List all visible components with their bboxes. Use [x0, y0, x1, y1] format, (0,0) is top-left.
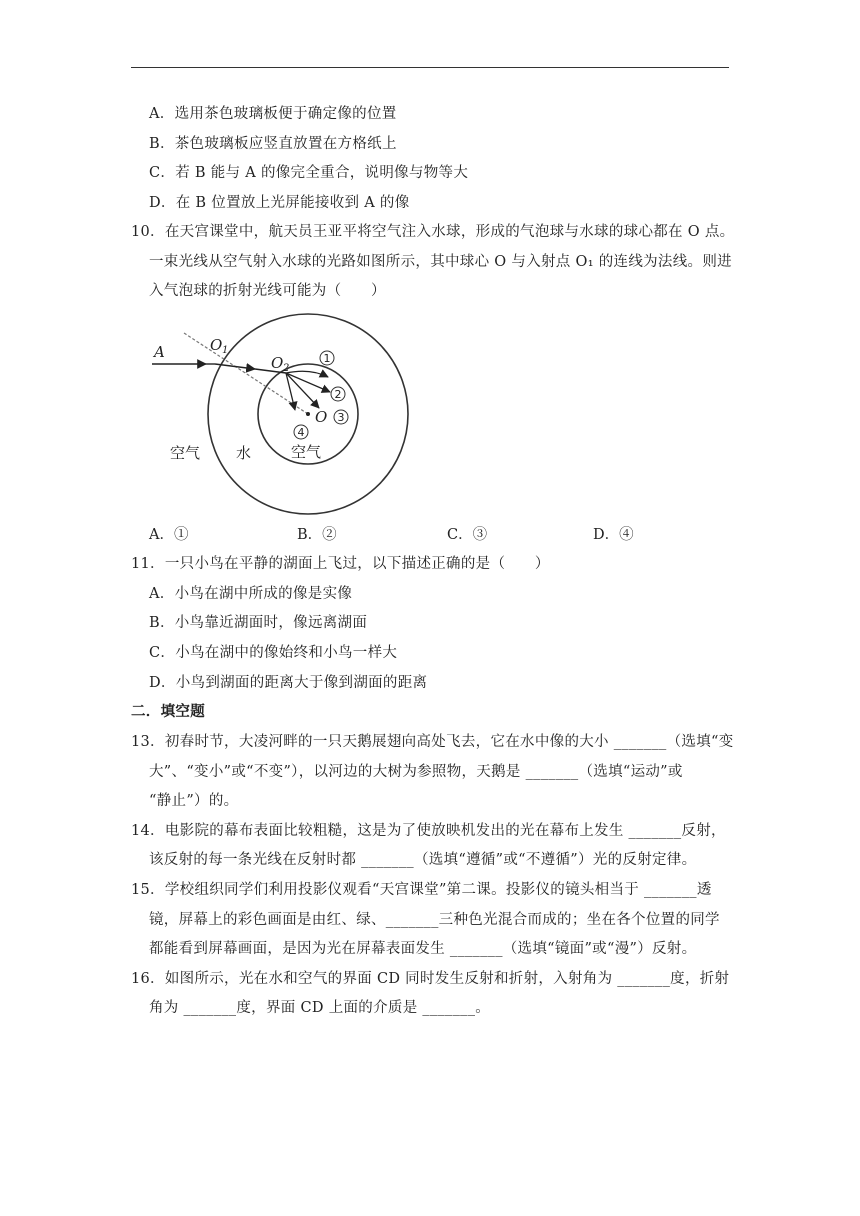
- label-water: 水: [236, 444, 252, 462]
- circled-1: 1: [323, 352, 331, 365]
- center-point: [306, 412, 310, 416]
- q11-option-b: B．小鸟靠近湖面时，像远离湖面: [149, 615, 368, 631]
- label-a: A: [154, 343, 165, 361]
- ray-2: [286, 373, 330, 392]
- label-o1-subscript: 1: [222, 345, 229, 356]
- label-o1: O: [210, 336, 223, 354]
- optics-diagram: [150, 312, 450, 517]
- q9-option-d: D．在 B 位置放上光屏能接收到 A 的像: [149, 195, 410, 211]
- circled-2: 2: [334, 388, 342, 401]
- q14-line-2: 该反射的每一条光线在反射时都 _______（选填“遵循”或“不遵循”）光的反射定律。: [149, 852, 697, 868]
- q9-option-c: C．若 B 能与 A 的像完全重合，说明像与物等大: [149, 165, 469, 181]
- normal-line: [184, 333, 308, 414]
- q10-stem-line-3: 入气泡球的折射光线可能为（ ）: [149, 283, 386, 299]
- q11-option-a: A．小鸟在湖中所成的像是实像: [149, 586, 353, 602]
- q11-option-c: C．小鸟在湖中的像始终和小鸟一样大: [149, 645, 398, 661]
- label-o: O: [315, 408, 328, 426]
- q10-option-a: A．①: [149, 527, 189, 543]
- q16-line-1: 16．如图所示，光在水和空气的界面 CD 同时发生反射和折射，入射角为 _______度，折射: [131, 971, 730, 987]
- q10-stem-line-1: 10．在天宫课堂中，航天员王亚平将空气注入水球，形成的气泡球与水球的球心都在 O 点。: [131, 224, 735, 240]
- header-rule: [131, 67, 729, 68]
- refracted-ray-in-water: [215, 364, 255, 369]
- q13-line-1: 13．初春时节，大凌河畔的一只天鹅展翅向高处飞去，它在水中像的大小 _______（选填“变: [131, 734, 734, 750]
- q16-line-2: 角为 _______度，界面 CD 上面的介质是 _______。: [149, 1000, 491, 1016]
- label-air-inner: 空气: [291, 443, 322, 461]
- section-heading-fill-in: 二．填空题: [131, 703, 205, 720]
- circled-4: 4: [297, 426, 305, 439]
- q15-line-2: 镜，屏幕上的彩色画面是由红、绿、_______三种色光混合而成的；坐在各个位置的同学: [149, 912, 720, 928]
- q13-line-3: “静止”）的。: [149, 793, 239, 809]
- q9-option-b: B．茶色玻璃板应竖直放置在方格纸上: [149, 136, 397, 152]
- q10-option-d: D．④: [593, 527, 634, 543]
- q10-option-c: C．③: [447, 527, 488, 543]
- label-o2-subscript: 2: [283, 363, 290, 374]
- q11-option-d: D．小鸟到湖面的距离大于像到湖面的距离: [149, 675, 428, 691]
- q14-line-1: 14．电影院的幕布表面比较粗糙，这是为了使放映机发出的光在幕布上发生 _______反射，: [131, 823, 726, 839]
- circled-3: 3: [337, 411, 345, 424]
- label-air-outer: 空气: [170, 444, 201, 462]
- q13-line-2: 大”、“变小”或“不变”），以河边的大树为参照物，天鹅是 _______（选填“运动”或: [149, 764, 683, 780]
- q15-line-1: 15．学校组织同学们利用投影仪观看“天宫课堂”第二课。投影仪的镜头相当于 _______透: [131, 882, 712, 898]
- q10-stem-line-2: 一束光线从空气射入水球的光路如图所示，其中球心 O 与入射点 O₁ 的连线为法线。则进: [149, 254, 732, 270]
- q15-line-3: 都能看到屏幕画面，是因为光在屏幕表面发生 _______（选填“镜面”或“漫”）反射。: [149, 941, 697, 957]
- q11-stem: 11．一只小鸟在平静的湖面上飞过，以下描述正确的是（ ）: [131, 556, 550, 572]
- q9-option-a: A．选用茶色玻璃板便于确定像的位置: [149, 106, 397, 122]
- label-o2: O: [271, 354, 284, 372]
- q10-option-b: B．②: [297, 527, 337, 543]
